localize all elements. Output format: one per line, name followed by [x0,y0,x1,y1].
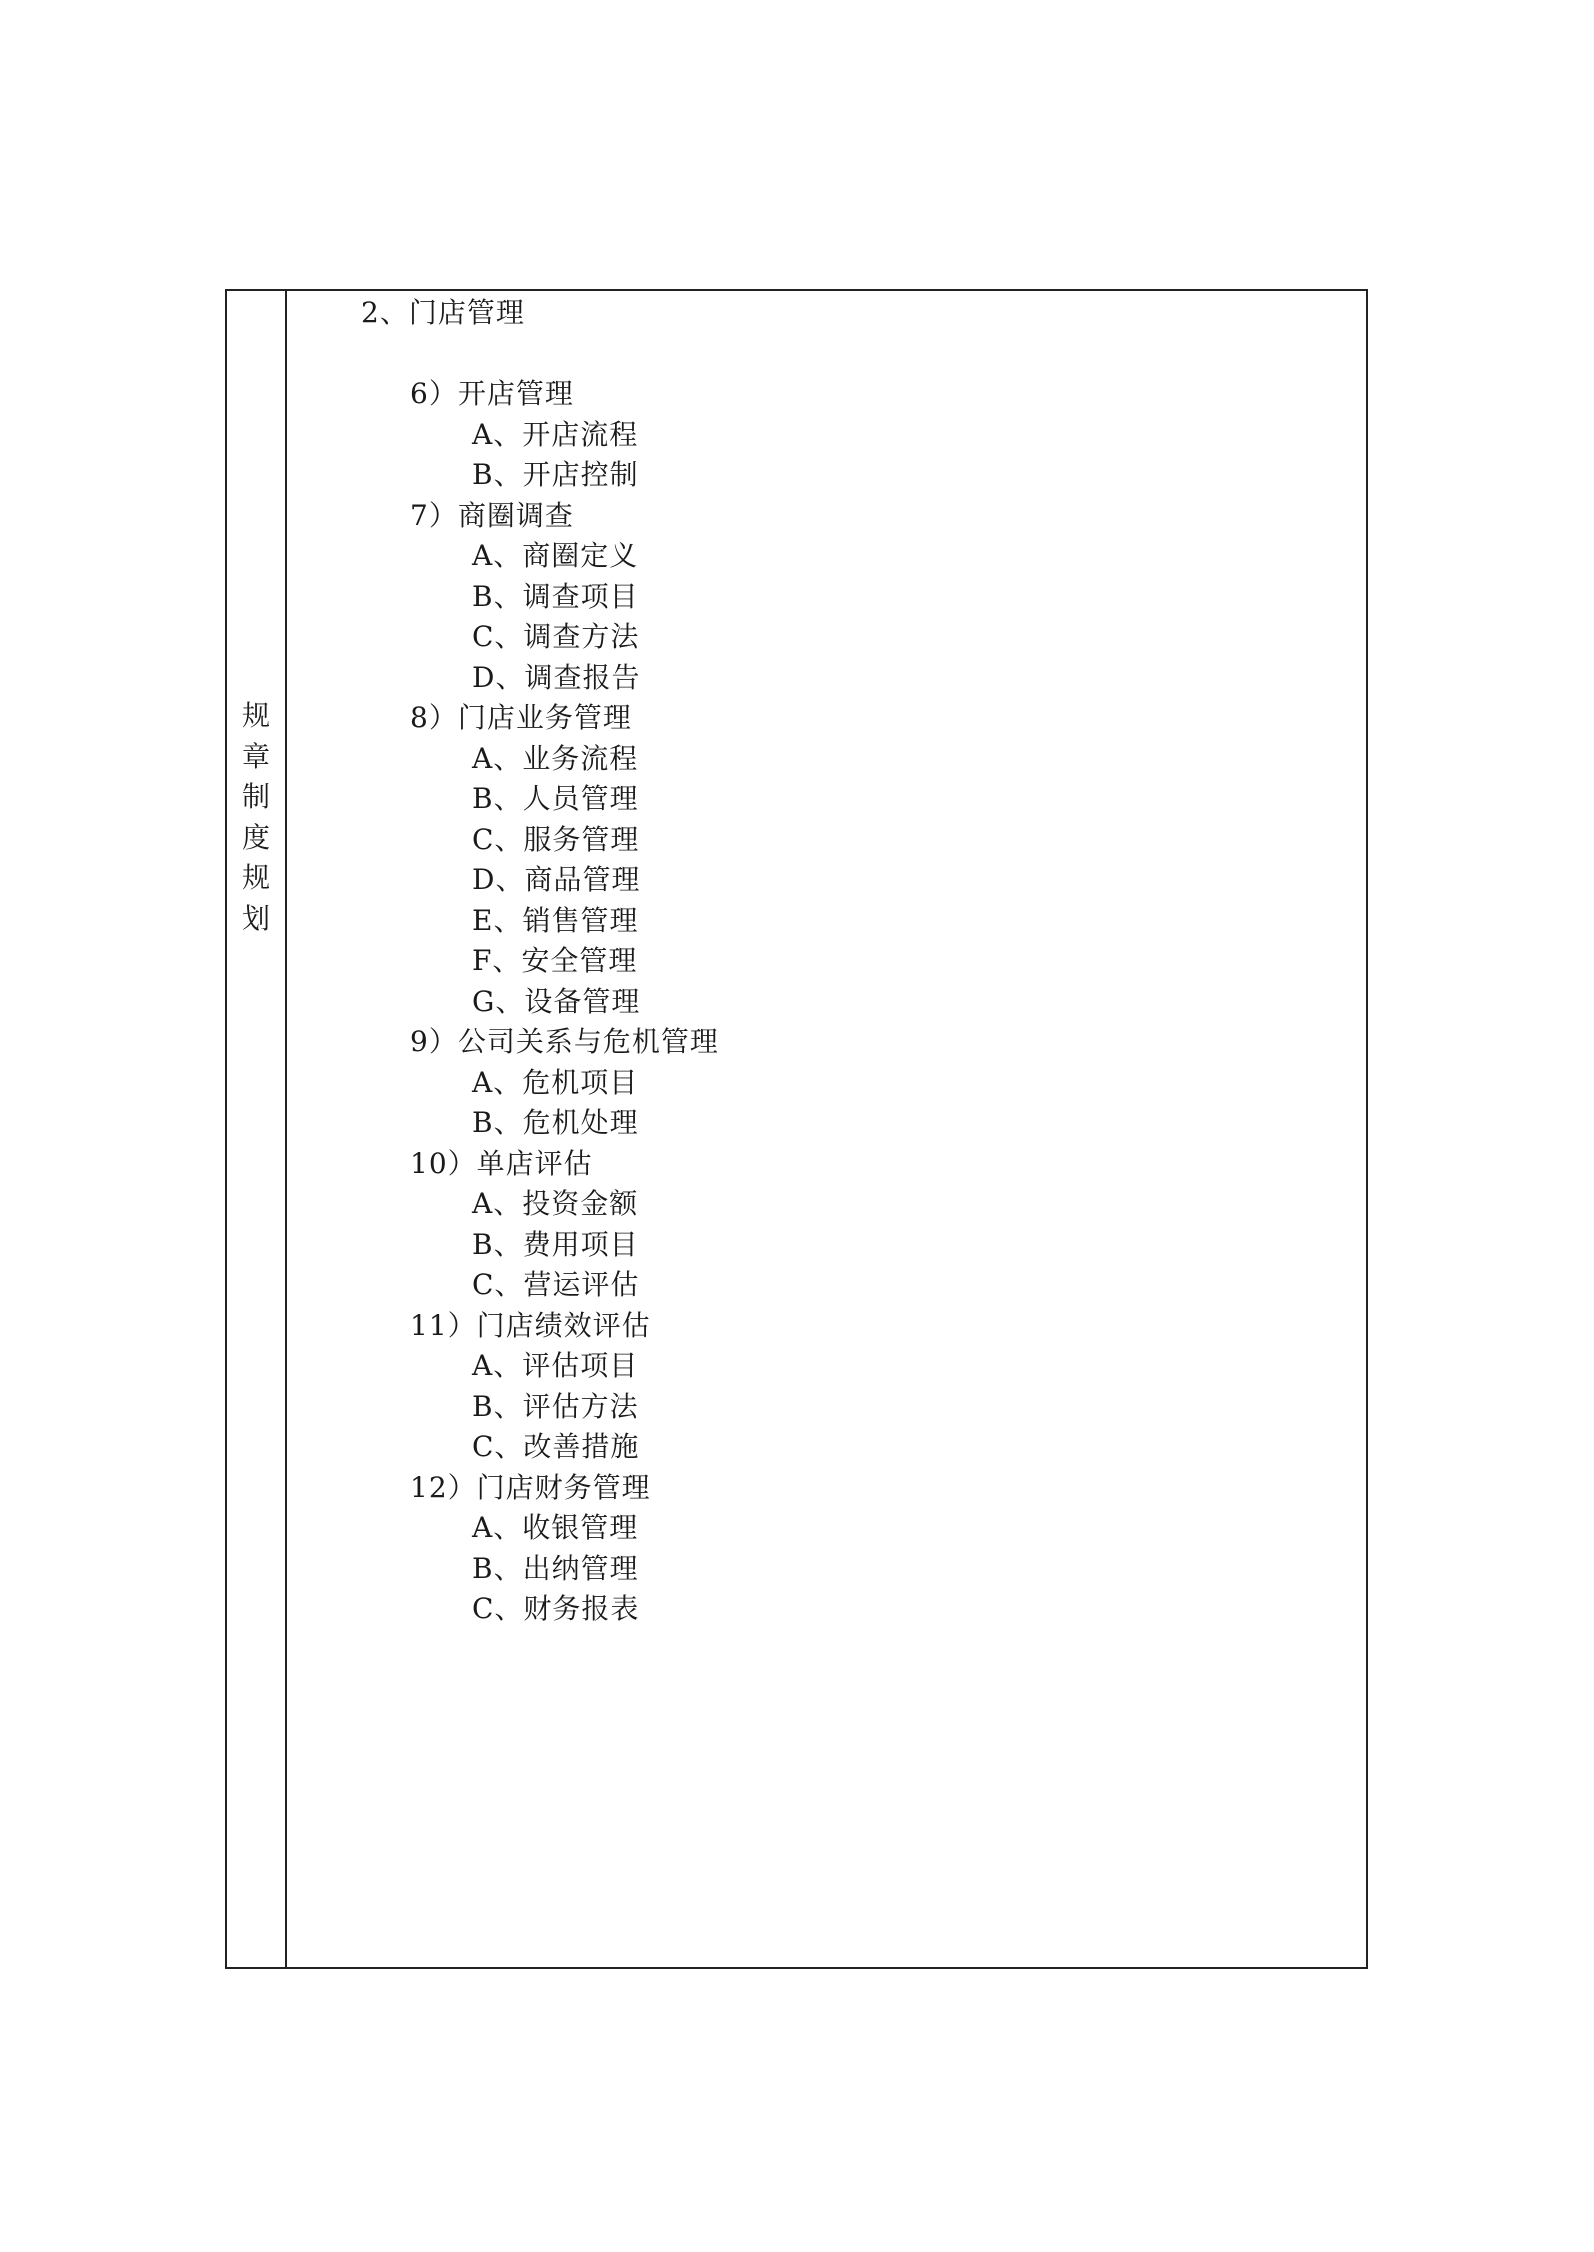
outline-subitem: A、商圈定义 [472,539,639,572]
outline-subitem: F、安全管理 [472,944,638,977]
outline-subitem: A、评估项目 [472,1349,639,1382]
content-cell [287,291,1366,1967]
section-title: 2、门店管理 [361,296,525,329]
outline-subitem: A、危机项目 [472,1065,639,1099]
outline-subitem: B、调查项目 [472,579,639,613]
outline-item: 6）开店管理 [410,377,574,410]
outline-subitem: D、商品管理 [472,863,641,896]
label-char: 制 [241,780,270,813]
outline-item: 12）门店财务管理 [410,1470,651,1504]
outline-subitem: B、人员管理 [472,782,639,815]
outline-subitem: D、调查报告 [472,660,641,694]
plan-table [225,289,1368,1969]
outline-subitem: A、投资金额 [472,1187,639,1220]
outline-subitem: C、服务管理 [472,822,640,856]
outline-subitem: B、开店控制 [472,458,639,491]
label-char: 度 [241,820,270,854]
category-label-cell [227,291,287,1967]
outline-subitem: B、危机处理 [472,1106,639,1139]
outline-subitem: C、营运评估 [472,1268,640,1301]
outline-subitem: G、设备管理 [472,984,641,1018]
label-char: 规 [241,699,270,732]
outline-subitem: A、业务流程 [472,741,639,775]
outline-subitem: C、改善措施 [472,1430,640,1463]
outline-subitem: B、评估方法 [472,1389,639,1423]
outline-subitem: C、调查方法 [472,620,640,653]
outline-subitem: A、收银管理 [472,1511,639,1544]
outline-item: 8）门店业务管理 [410,701,632,734]
label-char: 章 [241,739,270,773]
outline-item: 10）单店评估 [410,1146,593,1180]
outline-subitem: E、销售管理 [472,903,639,937]
outline-subitem: C、财务报表 [472,1592,640,1625]
label-char: 规 [241,861,270,894]
outline-subitem: B、出纳管理 [472,1551,639,1585]
label-char: 划 [241,901,270,935]
category-label [227,696,285,939]
outline-item: 7）商圈调查 [410,498,574,532]
outline-item: 11）门店绩效评估 [410,1308,651,1342]
outline-item: 9）公司关系与危机管理 [410,1025,719,1058]
outline-subitem: B、费用项目 [472,1227,639,1261]
outline-subitem: A、开店流程 [472,417,639,451]
